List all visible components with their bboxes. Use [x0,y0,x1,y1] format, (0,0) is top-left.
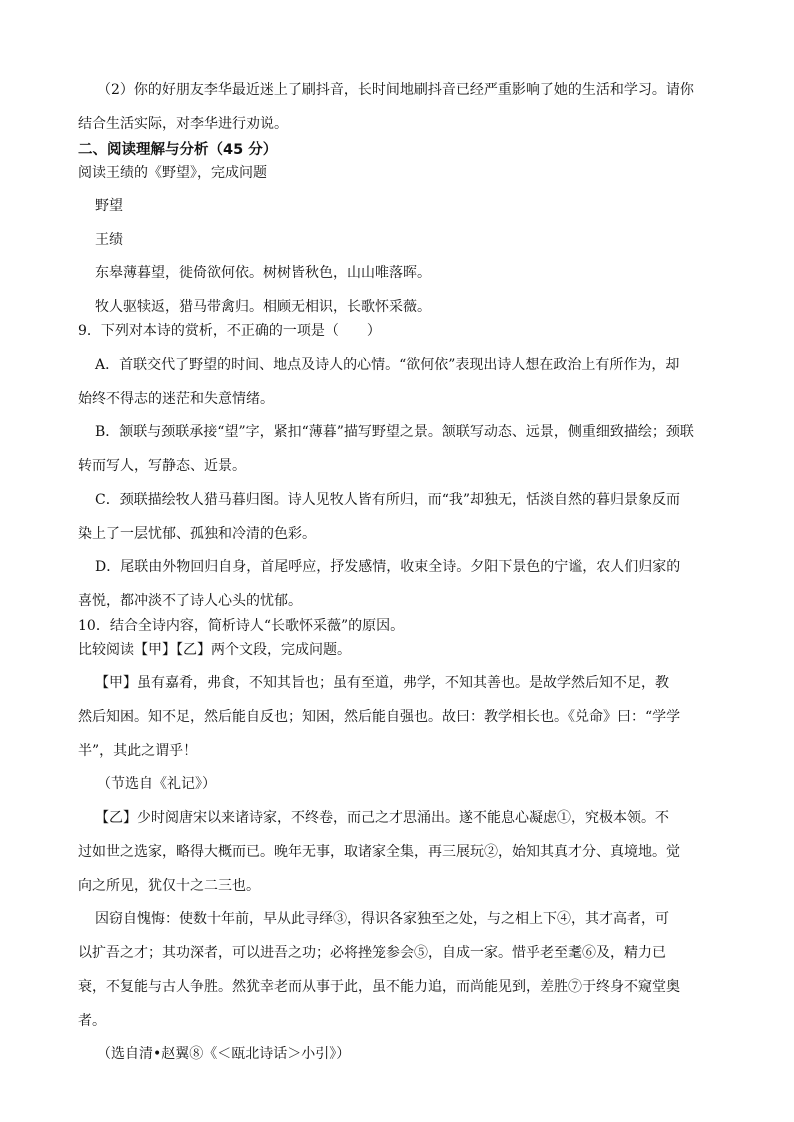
reading-intro: 阅读王绩的《野望》，完成问题 [78,165,267,181]
passage-jia-line-1: 【甲】虽有嘉肴，弗食，不知其旨也；虽有至道，弗学，不知其善也。是故学然后知不足，教 [95,675,669,691]
poem-author: 王绩 [95,232,123,248]
compare-intro: 比较阅读【甲】【乙】两个文段，完成问题。 [78,642,351,658]
passage-yi-line-2: 过如世之选家，略得大概而已。晚年无事，取诸家全集，再三展玩②，始知其真才分、真境地。觉 [78,844,680,860]
option-d-line-1: D．尾联由外物回归自身，首尾呼应，抒发感情，收束全诗。夕阳下景色的宁谧，农人们归家的 [95,559,681,575]
option-d-line-2: 喜悦，都冲淡不了诗人心头的忧郁。 [78,593,302,609]
option-a-line-2: 始终不得志的迷茫和失意情绪。 [78,391,274,407]
passage-jia-line-2: 然后知困。知不足，然后能自反也；知困，然后能自强也。故曰：教学相长也。《兑命》曰：“学学 [78,709,681,725]
question-2-line-2: 结合生活实际，对李华进行劝说。 [78,116,288,132]
passage-yi-line-6: 衰，不复能与古人争胜。然犹幸老而从事于此，虽不能力追，而尚能见到，差胜⑦于终身不窥堂奥 [78,979,680,995]
option-c-line-2: 染上了一层忧郁、孤独和冷清的色彩。 [78,526,316,542]
passage-yi-line-5: 以扩吾之才；其功深者，可以进吾之功；必将挫笼参会⑤，自成一家。惜乎老至耄⑥及，精力已 [78,945,666,961]
passage-yi-source: （选自清•赵翼⑧《＜瓯北诗话＞小引》） [97,1046,351,1062]
passage-yi-line-3: 向之所见，犹仅十之二三也。 [78,878,260,894]
passage-yi-line-4: 因窃自愧悔：使数十年前，早从此寻绎③，得识各家独至之处，与之相上下④，其才高者，可 [95,911,669,927]
option-b-line-1: B．颔联与颈联承接“望”字，紧扣“薄暮”描写野望之景。颔联写动态、远景，侧重细致描绘；颈联 [95,424,694,440]
passage-jia-source: （节选自《礼记》） [97,776,216,792]
passage-yi-line-1: 【乙】少时阅唐宋以来诸诗家，不终卷，而己之才思涌出。遂不能息心凝虑①，究极本领。不 [95,810,669,826]
section-title: 二、阅读理解与分析（45 分） [78,142,278,158]
option-a-line-1: A．首联交代了野望的时间、地点及诗人的心情。“欲何依”表现出诗人想在政治上有所作为，却 [95,357,680,373]
question-9: 9．下列对本诗的赏析，不正确的一项是（ ） [78,323,381,339]
option-c-line-1: C．颈联描绘牧人猎马暮归图。诗人见牧人皆有所归，而“我”却独无，恬淡自然的暮归景象反而 [95,492,681,508]
passage-yi-line-7: 者。 [78,1013,106,1029]
question-10: 10．结合全诗内容，简析诗人“长歌怀采薇”的原因。 [78,618,405,634]
poem-title: 野望 [95,198,123,214]
poem-line-1: 东皋薄暮望，徙倚欲何依。树树皆秋色，山山唯落晖。 [95,265,431,281]
poem-line-2: 牧人驱犊返，猎马带禽归。相顾无相识，长歌怀采薇。 [95,299,431,315]
question-2-line-1: （2）你的好朋友李华最近迷上了刷抖音，长时间地刷抖音已经严重影响了她的生活和学习。请你 [97,82,694,98]
option-b-line-2: 转而写人，写静态、近景。 [78,458,246,474]
passage-jia-line-3: 半”，其此之谓乎！ [78,743,198,759]
